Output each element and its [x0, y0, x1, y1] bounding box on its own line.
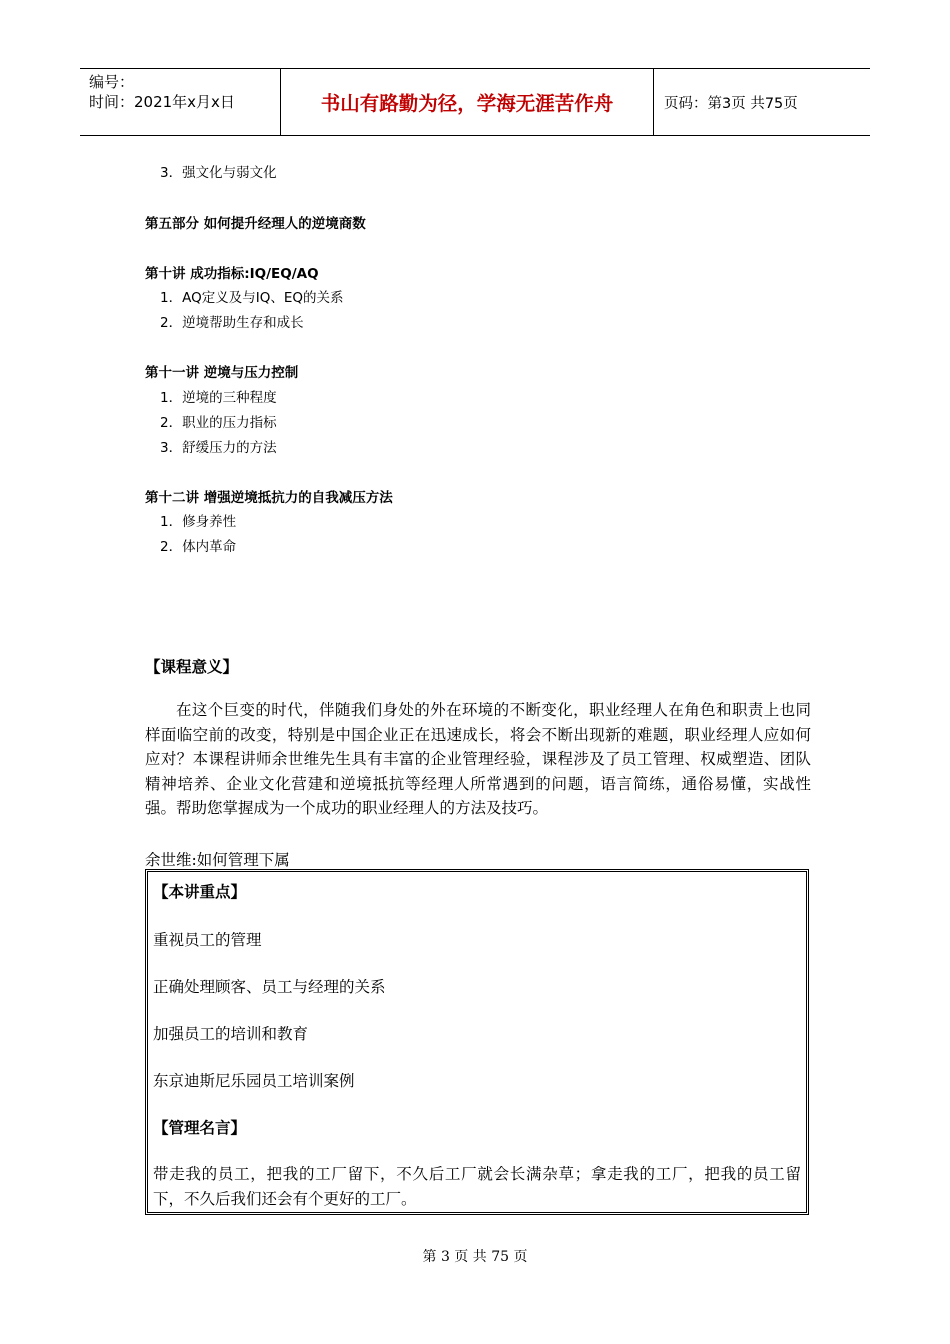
list-item: 3．强文化与弱文化 — [160, 165, 277, 181]
key-point-item: 重视员工的管理 — [153, 931, 262, 949]
lecture-summary-box — [145, 869, 809, 1215]
key-point-item: 正确处理顾客、员工与经理的关系 — [153, 978, 386, 996]
header-meta — [80, 69, 281, 135]
management-quote: 带走我的员工，把我的工厂留下，不久后工厂就会长满杂草；拿走我的工厂，把我的员工留下，不久后我们还会有个更好的工厂。 — [153, 1165, 801, 1208]
serial-label: 编号： — [89, 73, 135, 91]
date-label: 时间：2021年x月x日 — [89, 93, 235, 111]
list-item: 1．逆境的三种程度 — [160, 390, 277, 406]
quote-heading: 【管理名言】 — [153, 1119, 247, 1137]
list-item: 2．职业的压力指标 — [160, 415, 277, 431]
lecture-title: 第十讲 成功指标:IQ/EQ/AQ — [145, 266, 319, 282]
page-footer: 第 3 页 共 75 页 — [422, 1249, 528, 1265]
lecture-title: 第十一讲 逆境与压力控制 — [145, 365, 299, 381]
lecture-title: 第十二讲 增强逆境抵抗力的自我减压方法 — [145, 490, 393, 506]
header-page-info: 页码：第3页 共75页 — [664, 95, 798, 112]
list-item: 2．体内革命 — [160, 539, 237, 555]
list-item: 1．AQ定义及与IQ、EQ的关系 — [160, 290, 344, 306]
key-point-item: 东京迪斯尼乐园员工培训案例 — [153, 1072, 355, 1090]
part-title: 第五部分 如何提升经理人的逆境商数 — [145, 216, 366, 232]
page-header — [80, 68, 870, 136]
header-motto: 书山有路勤为径，学海无涯苦作舟 — [281, 69, 654, 135]
list-item: 1．修身养性 — [160, 514, 237, 530]
list-item: 2．逆境帮助生存和成长 — [160, 315, 304, 331]
significance-paragraph: 在这个巨变的时代，伴随我们身处的外在环境的不断变化，职业经理人在角色和职责上也同样面临空前的改变，特别是中国企业正在迅速成长，将会不断出现新的难题，职业经理人应如何应对？本课程讲师余世维先生具有丰富的企业管理经验，课程涉及了员工管理、权威塑造、团队精神培养、企业文化营建和逆境抵抗等经理人所常遇到的问题，语言简练，通俗易懂，实战性强。帮助您掌握成为一个成功的职业经理人的方法及技巧。 — [145, 701, 811, 817]
key-points-heading: 【本讲重点】 — [153, 883, 247, 901]
list-item: 3．舒缓压力的方法 — [160, 440, 277, 456]
key-point-item: 加强员工的培训和教育 — [153, 1025, 309, 1043]
section-subtitle: 余世维:如何管理下属 — [145, 851, 290, 869]
significance-heading: 【课程意义】 — [145, 658, 239, 676]
